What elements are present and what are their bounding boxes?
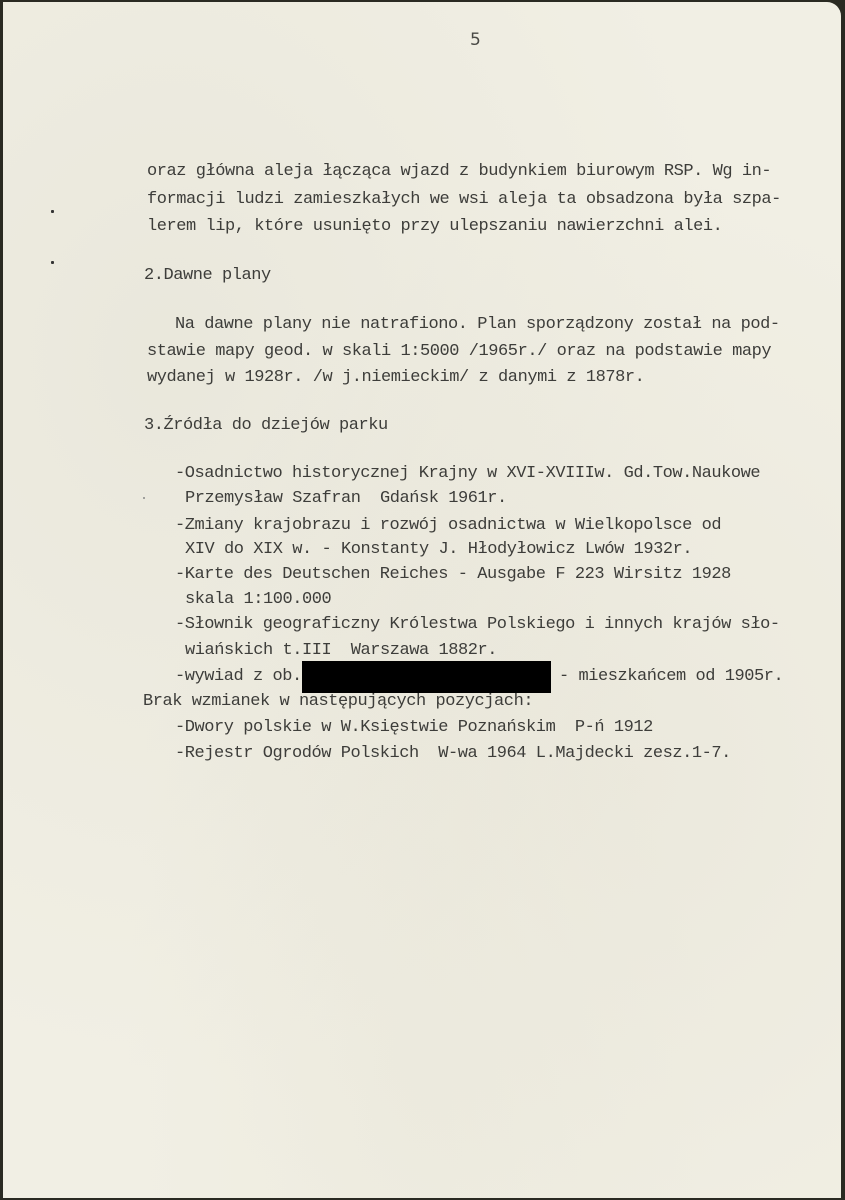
no-mentions-heading: Brak wzmianek w następujących pozycjach: <box>143 692 534 711</box>
section-2-heading: 2.Dawne plany <box>144 266 271 285</box>
intro-line-1: oraz główna aleja łącząca wjazd z budynkiem biurowym RSP. Wg in- <box>147 162 772 181</box>
interview-prefix: -wywiad z ob. <box>175 667 302 686</box>
source-2-line-1: -Zmiany krajobrazu i rozwój osadnictwa w Wielkopolsce od <box>175 516 722 535</box>
source-3-line-1: -Karte des Deutschen Reiches - Ausgabe F 223 Wirsitz 1928 <box>175 565 731 584</box>
source-1-line-1: -Osadnictwo historycznej Krajny w XVI-XVIIIw. Gd.Tow.Naukowe <box>175 464 761 483</box>
intro-line-2: formacji ludzi zamieszkałych we wsi aleja ta obsadzona była szpa- <box>147 190 781 209</box>
source-4-line-2: wiańskich t.III Warszawa 1882r. <box>185 641 498 660</box>
source-1-line-2: Przemysław Szafran Gdańsk 1961r. <box>185 489 507 508</box>
section-2-line-1: Na dawne plany nie natrafiono. Plan sporządzony został na pod- <box>175 315 780 334</box>
document-page <box>3 2 841 1198</box>
no-mention-1: -Dwory polskie w W.Księstwie Poznańskim P-ń 1912 <box>175 718 653 737</box>
redaction-box <box>302 661 551 693</box>
section-2-line-3: wydanej w 1928r. /w j.niemieckim/ z danymi z 1878r. <box>147 368 645 387</box>
margin-mark <box>51 210 54 213</box>
interview-suffix: - mieszkańcem od 1905r. <box>559 667 784 686</box>
source-4-line-1: -Słownik geograficzny Królestwa Polskiego i innych krajów sło- <box>175 615 780 634</box>
no-mention-2: -Rejestr Ogrodów Polskich W-wa 1964 L.Majdecki zesz.1-7. <box>175 744 731 763</box>
source-3-line-2: skala 1:100.000 <box>185 590 332 609</box>
section-2-line-2: stawie mapy geod. w skali 1:5000 /1965r./ oraz na podstawie mapy <box>147 342 772 361</box>
margin-mark <box>51 261 54 264</box>
source-2-line-2: XIV do XIX w. - Konstanty J. Hłodyłowicz Lwów 1932r. <box>185 540 693 559</box>
intro-line-3: lerem lip, które usunięto przy ulepszaniu nawierzchni alei. <box>147 217 723 236</box>
section-3-heading: 3.Źródła do dziejów parku <box>144 416 388 435</box>
margin-mark <box>143 497 145 499</box>
page-number: 5 <box>470 30 481 50</box>
